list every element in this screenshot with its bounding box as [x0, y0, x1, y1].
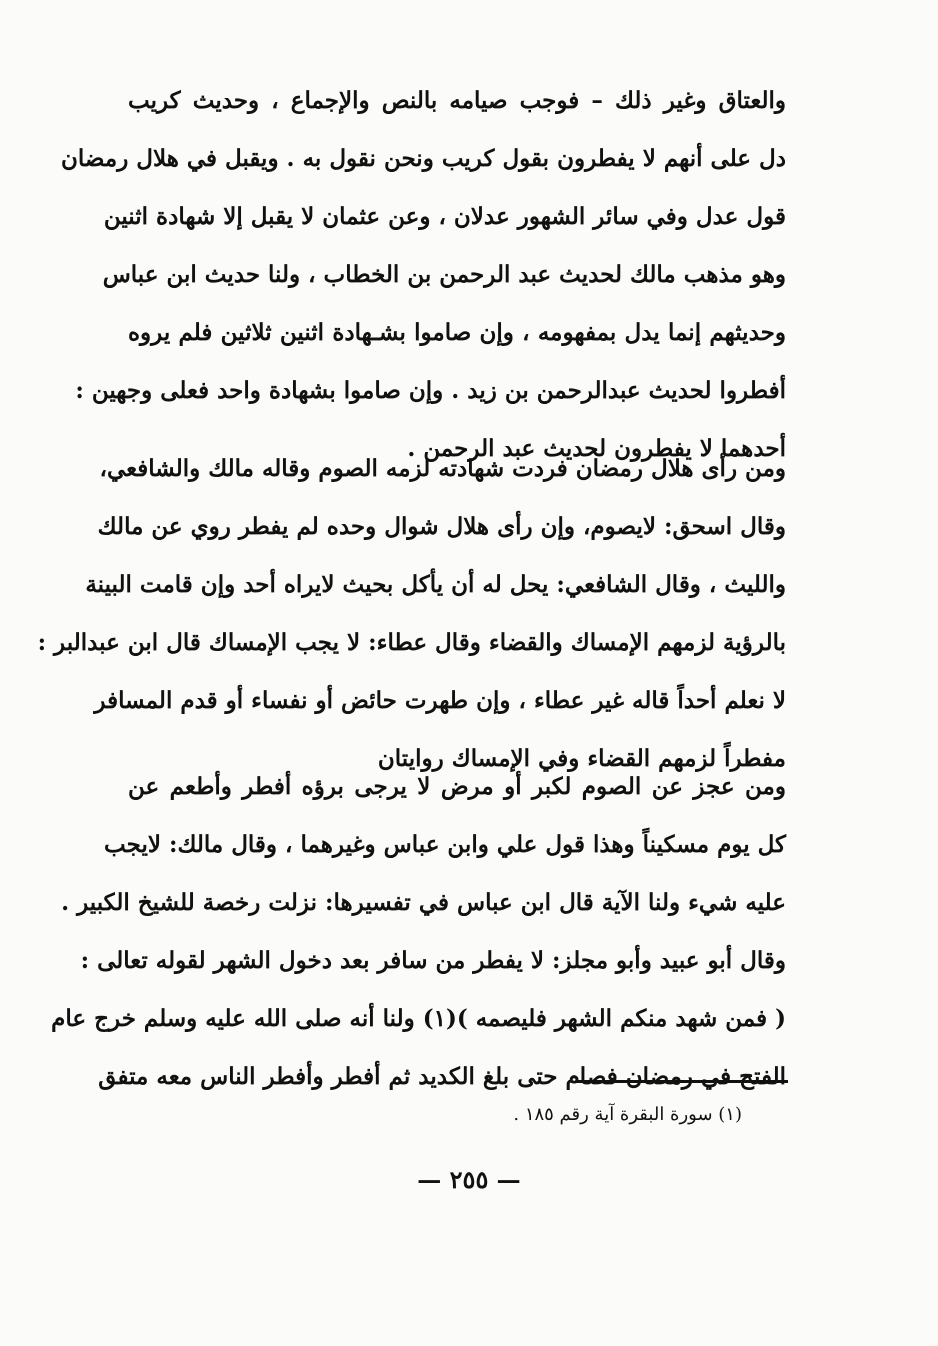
- text-line: ومن عجز عن الصوم لكبر أو مرض لا يرجى برؤه أفطر وأطعم عن: [128, 773, 786, 800]
- text-line: عليه شيء ولنا الآية قال ابن عباس في تفسيرها: نزلت رخصة للشيخ الكبير .: [61, 889, 786, 916]
- text-line: وحديثهم إنما يدل بمفهومه ، وإن صاموا بشـهادة اثنين ثلاثين فلم يروه: [128, 319, 786, 346]
- text-line: وهو مذهب مالك لحديث عبد الرحمن بن الخطاب ، ولنا حديث ابن عباس: [102, 261, 786, 288]
- text-line: والليث ، وقال الشافعي: يحل له أن يأكل بحيث لايراه أحد وإن قامت البينة: [85, 571, 786, 598]
- text-line: كل يوم مسكيناً وهذا قول علي وابن عباس وغيرهما ، وقال مالك: لايجب: [104, 831, 786, 858]
- footnote-divider: [576, 1080, 788, 1083]
- text-line: لا نعلم أحداً قاله غير عطاء ، وإن طهرت حائض أو نفساء أو قدم المسافر: [94, 687, 786, 714]
- text-line: أفطروا لحديث عبدالرحمن بن زيد . وإن صاموا بشهادة واحد فعلى وجهين :: [75, 377, 786, 404]
- text-line: وقال اسحق: لايصوم، وإن رأى هلال شوال وحده لم يفطر روي عن مالك: [97, 513, 786, 540]
- text-line: مفطراً لزمهم القضاء وفي الإمساك روايتان: [377, 745, 786, 772]
- text-line: الفتح في رمضان فصام حتى بلغ الكديد ثم أفطر وأفطر الناس معه متفق: [98, 1063, 786, 1090]
- paragraph-1: [61, 72, 786, 478]
- text-line: والعتاق وغير ذلك – فوجب صيامه بالنص والإجماع ، وحديث كريب: [128, 87, 786, 114]
- text-line: أحدهما لا يفطرون لحديث عبد الرحمن .: [407, 435, 786, 462]
- text-line: قول عدل وفي سائر الشهور عدلان ، وعن عثمان لا يقبل إلا شهادة اثنين: [103, 203, 786, 230]
- text-line: ومن رأى هلال رمضان فردت شهادته لزمه الصوم وقاله مالك والشافعي،: [99, 455, 786, 482]
- text-line: ( فمن شهد منكم الشهر فليصمه )(١) ولنا أنه صلى الله عليه وسلم خرج عام: [51, 1005, 786, 1032]
- text-line: بالرؤية لزمهم الإمساك والقضاء وقال عطاء: لا يجب الإمساك قال ابن عبدالبر :: [37, 629, 786, 656]
- paragraph-2: [37, 440, 786, 788]
- page-number: — ٢٥٥ —: [417, 1165, 521, 1194]
- text-line: دل على أنهم لا يفطرون بقول كريب ونحن نقول به . ويقبل في هلال رمضان: [61, 145, 786, 172]
- footnote: (١) سورة البقرة آية رقم ١٨٥ .: [513, 1104, 742, 1125]
- paragraph-3: [51, 758, 786, 1106]
- text-line: وقال أبو عبيد وأبو مجلز: لا يفطر من سافر بعد دخول الشهر لقوله تعالى :: [80, 947, 786, 974]
